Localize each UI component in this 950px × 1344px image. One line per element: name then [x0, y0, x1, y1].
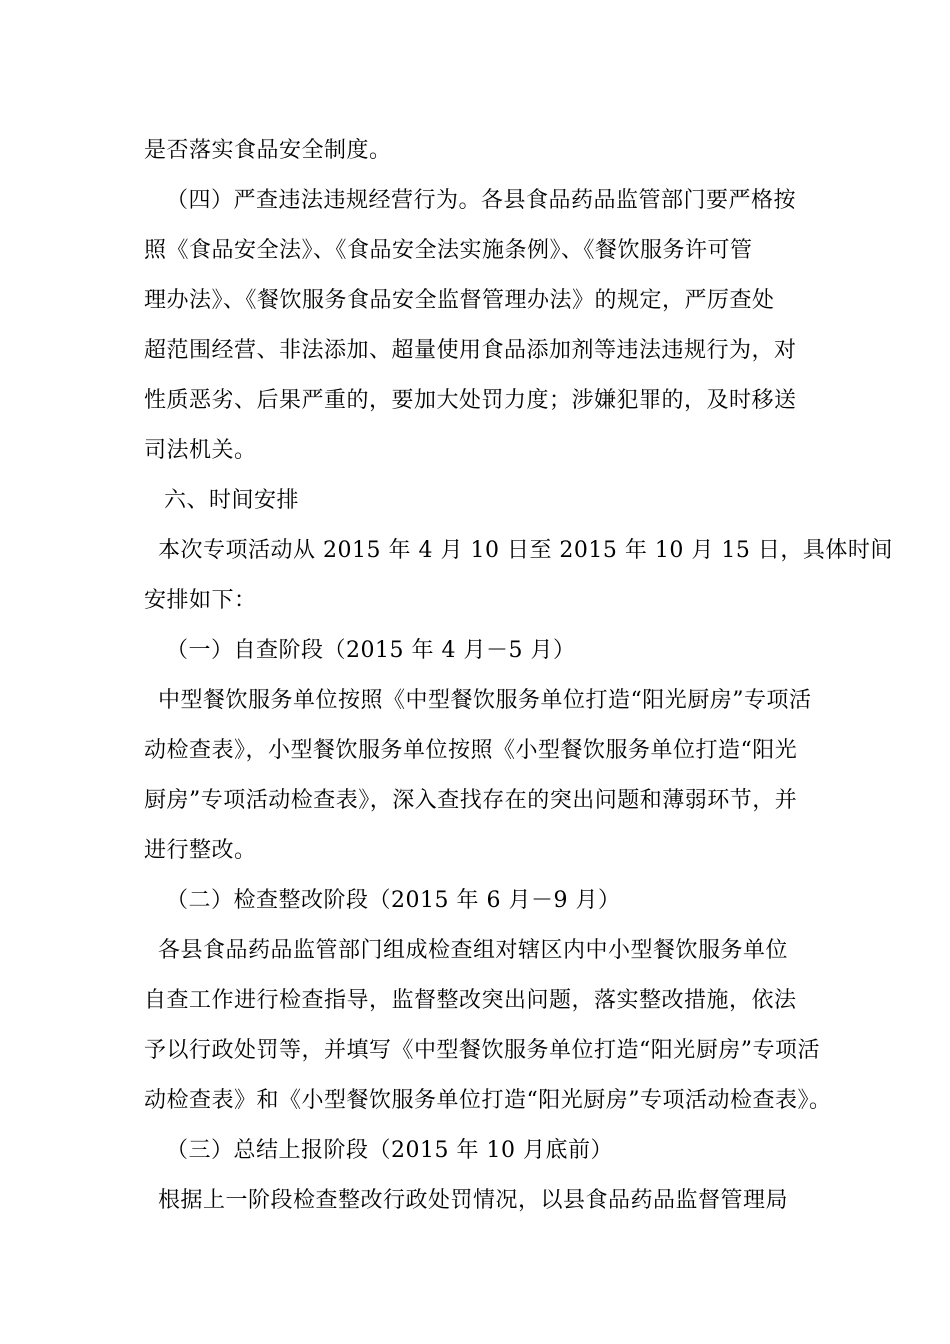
- text-line-4: 理办法》、《餐饮服务食品安全监督管理办法》的规定，严厉查处: [144, 288, 775, 313]
- subheading-summary: （三）总结上报阶段（2015 年 10 月底前）: [166, 1138, 613, 1163]
- text-line-13: 动检查表》，小型餐饮服务单位按照《小型餐饮服务单位打造“阳光: [144, 738, 798, 763]
- subheading-inspection: （二）检查整改阶段（2015 年 6 月－9 月）: [166, 888, 621, 913]
- text-line-12: 中型餐饮服务单位按照《中型餐饮服务单位打造“阳光厨房”专项活: [158, 688, 812, 713]
- text-line-18: 自查工作进行检查指导，监督整改突出问题，落实整改措施，依法: [144, 988, 797, 1013]
- text-line-7: 司法机关。: [144, 438, 257, 463]
- text-line-3: 照《食品安全法》、《食品安全法实施条例》、《餐饮服务许可管: [144, 238, 753, 263]
- text-line-2: （四）严查违法违规经营行为。各县食品药品监管部门要严格按: [166, 188, 797, 213]
- text-line-15: 进行整改。: [144, 838, 257, 863]
- text-line-5: 超范围经营、非法添加、超量使用食品添加剂等违法违规行为，对: [144, 338, 797, 363]
- text-line-10: 安排如下：: [144, 588, 257, 613]
- text-line-14: 厨房”专项活动检查表》，深入查找存在的突出问题和薄弱环节，并: [144, 788, 798, 813]
- text-line-20: 动检查表》和《小型餐饮服务单位打造“阳光厨房”专项活动检查表》。: [144, 1088, 832, 1113]
- text-line-17: 各县食品药品监管部门组成检查组对辖区内中小型餐饮服务单位: [158, 938, 789, 963]
- text-line-1: 是否落实食品安全制度。: [144, 138, 392, 163]
- subheading-self-check: （一）自查阶段（2015 年 4 月－5 月）: [166, 638, 576, 663]
- text-line-9: 本次专项活动从 2015 年 4 月 10 日至 2015 年 10 月 15 日，具体时间: [158, 538, 893, 563]
- section-heading-time: 六、时间安排: [164, 488, 300, 513]
- text-line-19: 予以行政处罚等，并填写《中型餐饮服务单位打造“阳光厨房”专项活: [144, 1038, 820, 1063]
- text-line-6: 性质恶劣、后果严重的，要加大处罚力度；涉嫌犯罪的，及时移送: [144, 388, 797, 413]
- text-line-22: 根据上一阶段检查整改行政处罚情况，以县食品药品监督管理局: [158, 1188, 789, 1213]
